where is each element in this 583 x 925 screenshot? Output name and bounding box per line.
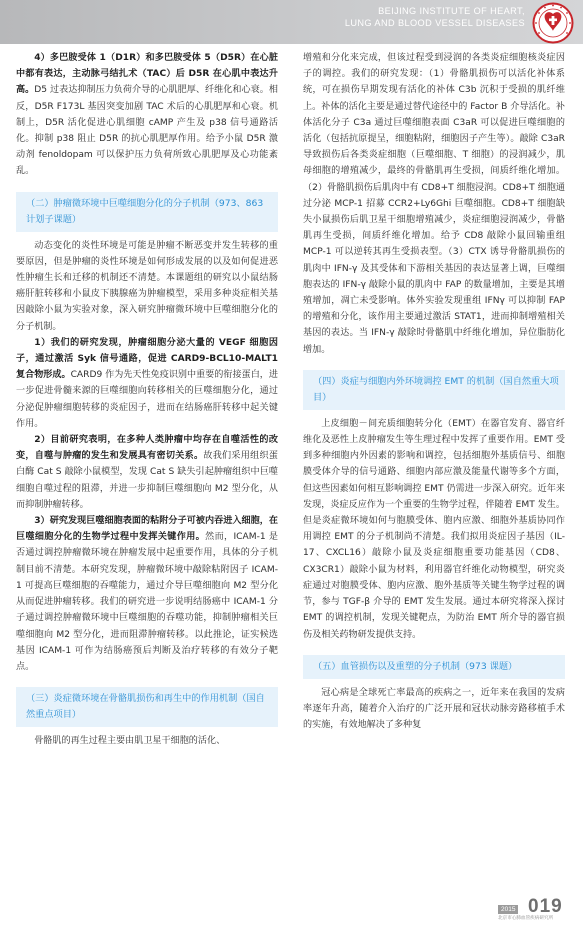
bold-finding: 2）目前研究表明，在多种人类肿瘤中均存在自噬活性的改变，自噬与肿瘤的发生和发展具有密切关系。 (16, 435, 278, 462)
institute-name (345, 5, 525, 29)
paragraph (16, 432, 278, 513)
paragraph: 上皮细胞－间充质细胞转分化（EMT）在器官发育、器官纤维化及恶性上皮肿瘤发生等生理过程中发挥了重要作用。EMT 受到多种细胞内外因素的影响和调控，包括细胞外基质信号、细胞膜受体介导的信号通路、细胞内部应激及能量代谢等多个方面，但这些因素如何相互影响调控 EMT 仍需进一步深入研究。近年来发现，炎症反应作为一个重要的生物学过程，伴随着 EMT 发生。但是炎症微环境如何与胞膜受体、胞内应激、细胞外基质协同作用调控 EMT 的分子机制尚不清楚。我们拟用炎症因子基因（IL-17、CXCL16）敲除小鼠及炎症细胞重要功能基因（CD8、CX3CR1）敲除小鼠为材料，利用器官纤维化动物模型，研究炎症通过对胞膜受体、胞内应激、胞外基质等关键生物学过程的调节，参与 TGF-β 介导的 EMT 发生发展。通过本研究将深入探讨 EMT 的调控机制，发现关键靶点，为防治 EMT 所介导的器官损伤及相关药物研发提供支持。 (303, 418, 565, 640)
paragraph (16, 513, 278, 675)
paragraph-text: 故我们采用组织蛋白酶 Cat S 敲除小鼠模型，发现 Cat S 缺失引起肿瘤组织中巨噬细胞自噬过程的阻滞，并进一步抑制巨噬细胞向 M2 型分化，从而抑制肿瘤转移。 (16, 451, 278, 510)
paragraph-text: D5 过表达抑制压力负荷介导的心肌肥厚、纤维化和心衰。相反，D5R F173L 基因突变加剧 TAC 术后的心肌肥厚和心衰。机制上，D5R 活化促进心肌细胞 cAMP 产生及 p38 信号通路活化。抑制 p38 阻止 D5R 的抗心肌肥厚作用。给予小鼠 D5R 激动剂 fenoldopam 可以保护压力负荷所致心肌肥厚及心功能紊乱。 (16, 85, 278, 177)
paragraph: 动态变化的炎性环境是可能是肿瘤不断恶变并发生转移的重要原因，但是肿瘤的炎性环境是如何形成发展的以及如何促进恶性肿瘤生长和迁移的机制还不清楚。本课题组的研究以小鼠结肠癌肝脏转移和小鼠皮下胰腺癌为肿瘤模型，采用多种炎症相关基因敲除小鼠为实验对象，深入研究肿瘤微环境中巨噬细胞分化的分子机制。 (16, 240, 278, 332)
paragraph: 冠心病是全球死亡率最高的疾病之一，近年来在我国的发病率逐年升高，随着介入治疗的广泛开展和冠状动脉旁路移植手术的实施，有效地解决了多种复 (303, 687, 565, 731)
page-number: 019 (528, 896, 563, 917)
paragraph (16, 335, 278, 432)
bold-finding: 3）研究发现巨噬细胞表面的粘附分子可被内吞进入细胞，在巨噬细胞分化的生物学过程中发挥关键作用。 (16, 516, 278, 543)
section-heading: （三）炎症微环境在骨骼肌损伤和再生中的作用机制（国自然重点项目） (16, 687, 278, 727)
paragraph (16, 50, 278, 180)
right-column (303, 50, 565, 733)
paragraph: 增殖和分化来完成，但该过程受到浸润的各类炎症细胞核炎症因子的调控。我们的研究发现：（1）骨骼肌损伤可以活化补体系统，可在损伤早期发现有活化的补体 C3b 沉积于受损的肌纤维上。补体的活化主要是通过替代途径中的 Factor B 介导活化。补体活化分子 C3a 通过巨噬细胞表面 C3aR 可以促进巨噬细胞的活化（包括抗原提呈，细胞粘附，细胞因子产生等）。敲除 C3aR 导致损伤后各类炎症细胞（巨噬细胞、T 细胞）的浸润减少，肌母细胞的增殖减少，最终的骨骼肌再生受损，间质纤维化增加。（2）骨骼肌损伤后肌肉中有 CD8+T 细胞浸润。CD8+T 细胞通过分泌 MCP-1 招募 CCR2+Ly6Ghi 巨噬细胞。CD8+T 细胞缺失小鼠损伤后肌卫星干细胞增殖减少，炎症细胞浸润减少，骨骼肌再生受损，间质纤维化增加。给予 CD8 敲除小鼠回输重组 MCP-1 可以逆转其再生受损表型。（3）CTX 诱导骨骼肌损伤的肌肉中 IFN-γ 及其受体和下游相关基因的表达显著上调，巨噬细胞表达的 IFN-γ 敲除小鼠的肌肉中 FAP 的数量增加，主要是其增殖增加，凋亡未受影响。体外实验发现重组 IFNγ 可以抑制 FAP 的增殖和分化，该作用主要通过激活 STAT1，进而抑制增殖相关基因的表达。当 IFN-γ 敲除时骨骼肌中纤维化增加，异位脂肪化增加。 (303, 53, 565, 355)
page-footer (498, 896, 578, 922)
section-heading: （五）血管损伤以及重塑的分子机制（973 课题） (303, 655, 565, 679)
bold-finding: 1）我们的研究发现，肿瘤细胞分泌大量的 VEGF 细胞因子，通过激活 Syk 信号通路，促进 CARD9-BCL10-MALT1 复合物形成。 (16, 337, 278, 381)
institute-name-line2: LUNG AND BLOOD VESSEL DISEASES (344, 18, 525, 28)
bold-finding: 4）多巴胺受体 1（D1R）和多巴胺受体 5（D5R）在心脏中都有表达，主动脉弓结扎术（TAC）后 D5R 在心肌中表达升高。 (16, 53, 278, 96)
journal-header-bar (0, 0, 583, 44)
institute-name-line1: BEIJING INSTITUTE OF HEART, (378, 6, 525, 16)
institute-seal-logo (532, 2, 574, 44)
left-column (16, 50, 278, 749)
paragraph-text: CARD9 作为先天性免疫识别中重要的衔接蛋白，进一步促进骨髓来源的巨噬细胞向转移相关的巨噬细胞分化，通过分泌促肿瘤细胞转移的炎症因子，进而在结肠癌肝转移中起关键作用。 (16, 370, 278, 429)
paragraph: 骨骼肌的再生过程主要由肌卫星干细胞的活化、 (34, 736, 226, 747)
footer-subtitle: 北京市心肺血管疾病研究所 (498, 916, 554, 921)
section-heading: （二）肿瘤微环境中巨噬细胞分化的分子机制（973、863 计划子课题） (16, 192, 278, 232)
year-badge: 2015 (498, 905, 518, 914)
paragraph-text: 然而，ICAM-1 是否通过调控肿瘤微环境在肿瘤发展中起重要作用，具体的分子机制目前不清楚。本研究发现，肿瘤微环境中敲除粘附因子 ICAM-1 可提高巨噬细胞的吞噬能力，通过介导巨噬细胞向 M2 型分化从而促进肿瘤转移。我们的研究进一步说明结肠癌中 ICAM-1 分子通过调控肿瘤微环境中巨噬细胞的吞噬功能，抑制肿瘤相关巨噬细胞向 M2 型分化，进而阻滞肿瘤转移。以此推论，证实候选基因 ICAM-1 可作为结肠癌预后判断及治疗转移的有效分子靶点。 (16, 532, 278, 672)
section-heading: （四）炎症与细胞内外环境调控 EMT 的机制（国自然重大项目） (303, 370, 565, 410)
